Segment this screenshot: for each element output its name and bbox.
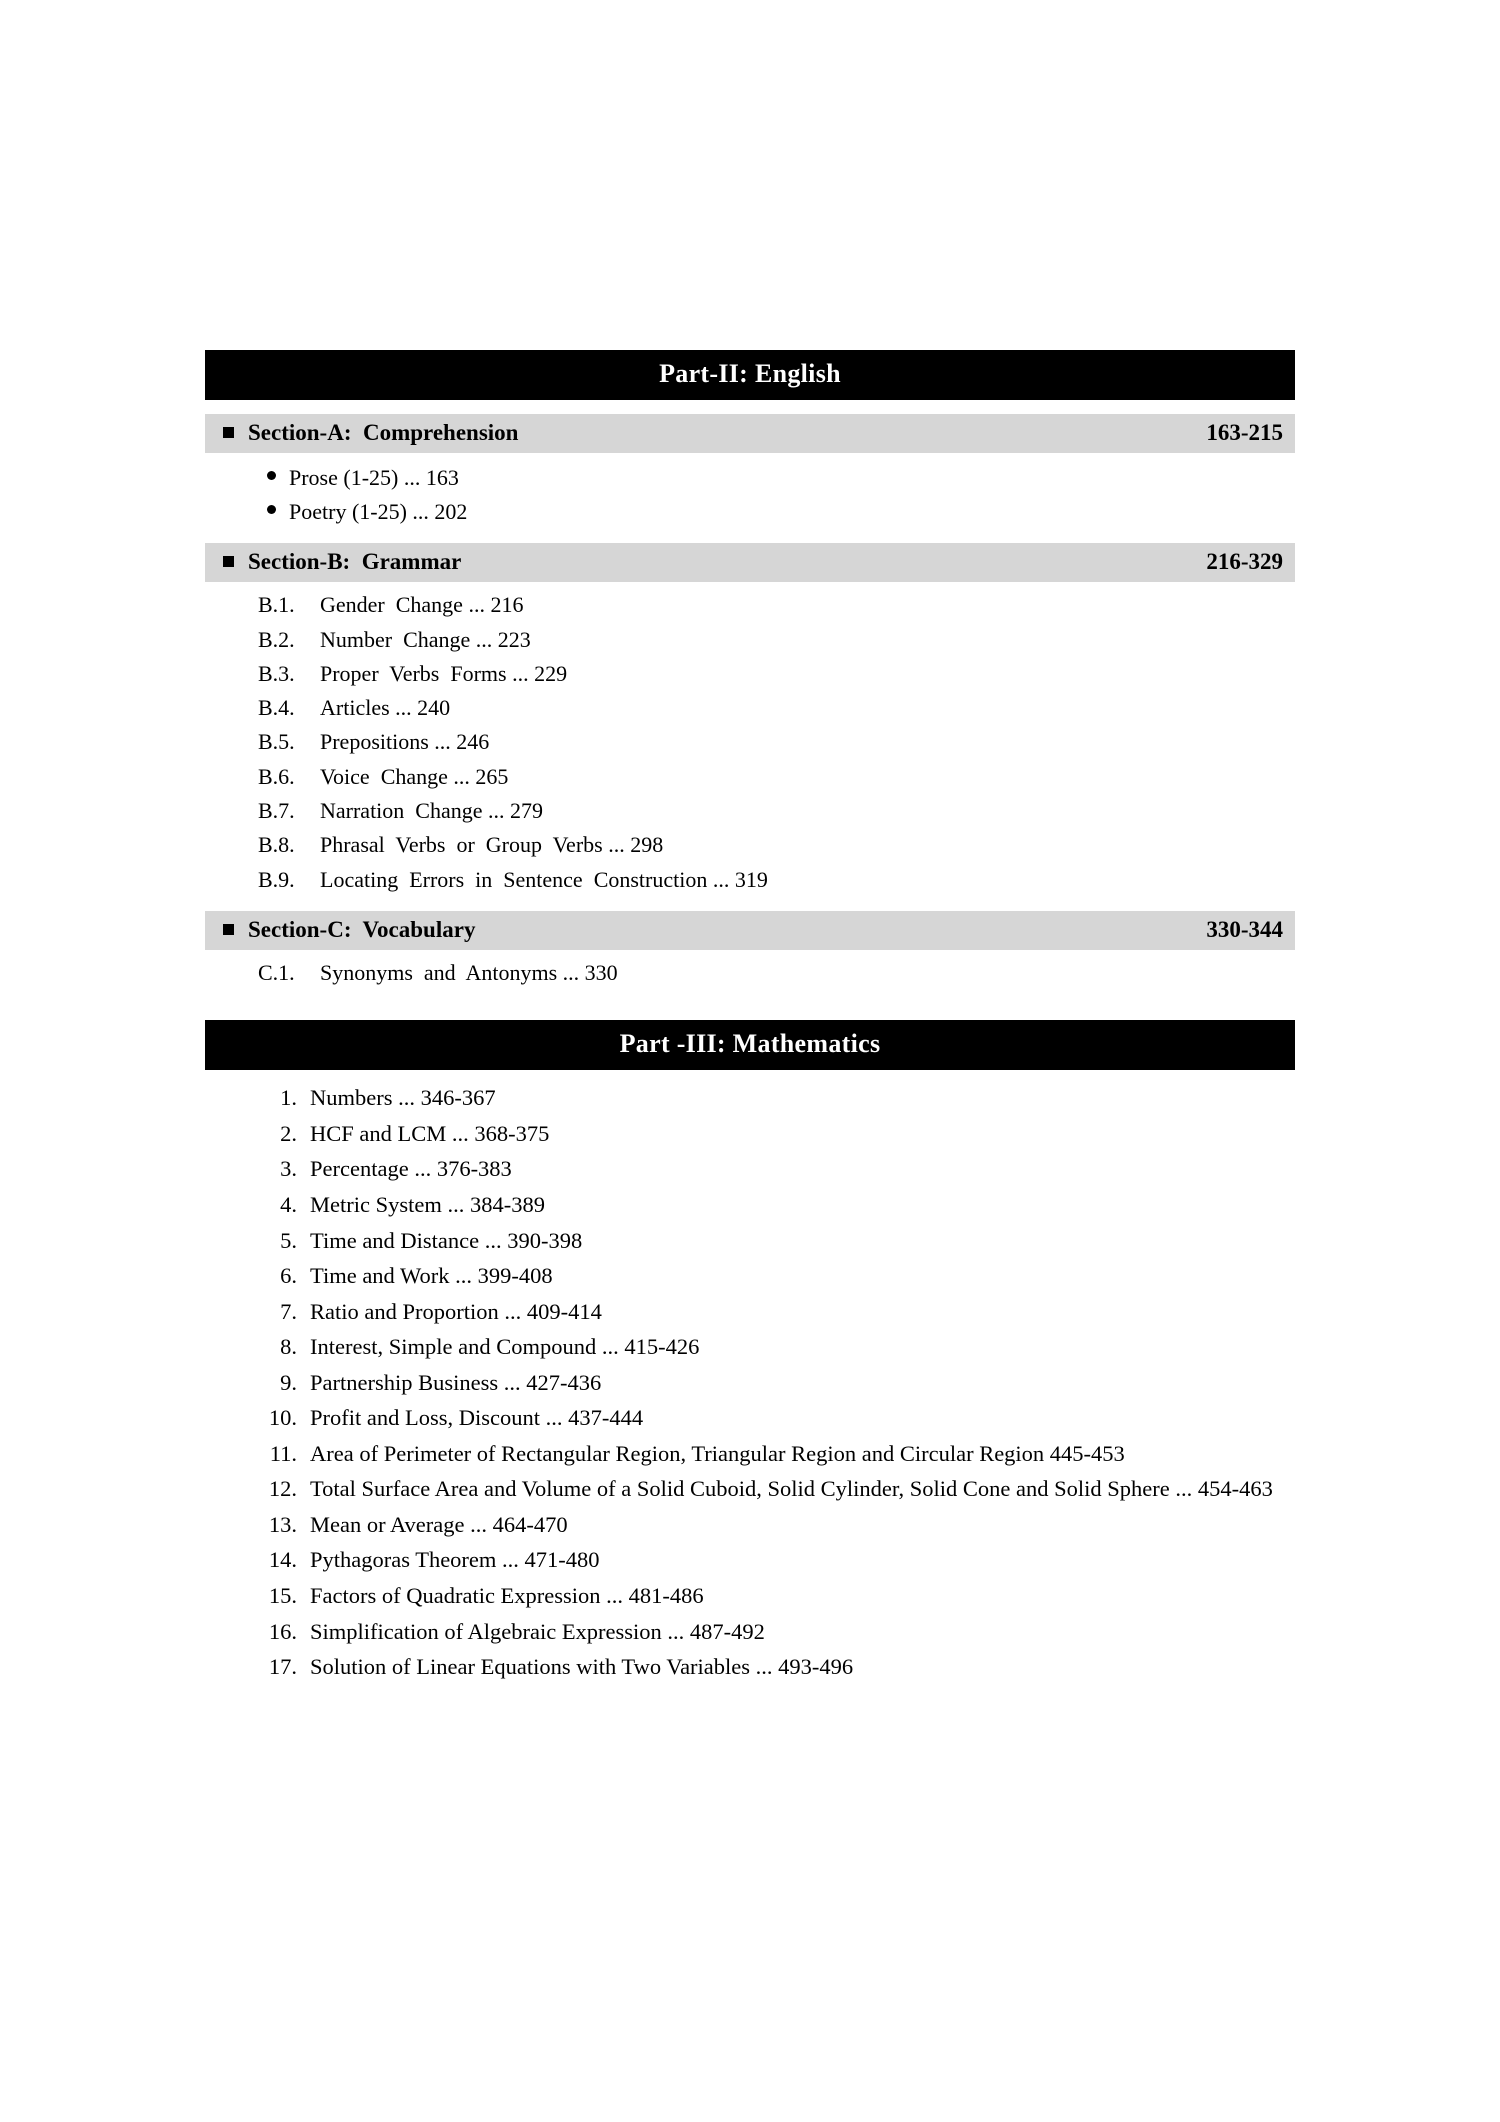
chapter-title: Mean or Average ... 464-470	[310, 1511, 568, 1537]
entry-label: B.7.	[258, 798, 295, 824]
chapter-title: HCF and LCM ... 368-375	[310, 1120, 550, 1146]
chapter-title: Profit and Loss, Discount ... 437-444	[310, 1405, 644, 1431]
chapter-number: 8.	[280, 1334, 297, 1360]
list-item	[205, 1365, 1295, 1401]
chapter-number: 3.	[280, 1156, 297, 1182]
section-title: Section-C: Vocabulary	[248, 917, 476, 942]
list-item	[205, 461, 1295, 495]
section-page-range: 163-215	[1206, 420, 1283, 445]
chapter-number: 7.	[280, 1298, 297, 1324]
list-item	[205, 863, 1295, 897]
chapter-number: 12.	[268, 1476, 297, 1502]
list-item	[205, 760, 1295, 794]
list-item	[205, 794, 1295, 828]
chapter-title: Pythagoras Theorem ... 471-480	[310, 1547, 600, 1573]
entry-text: Prose (1-25) ... 163	[289, 465, 459, 490]
chapter-title: Metric System ... 384-389	[310, 1191, 545, 1217]
list-item	[205, 1258, 1295, 1294]
section-header-vocabulary	[205, 911, 1295, 950]
entry-text: Gender Change ... 216	[320, 592, 524, 618]
list-item	[205, 1578, 1295, 1614]
entry-label: B.3.	[258, 660, 295, 686]
entry-text: Locating Errors in Sentence Construction ... 319	[320, 866, 768, 892]
chapter-title: Partnership Business ... 427-436	[310, 1369, 602, 1395]
part-banner-english: Part-II: English	[205, 350, 1295, 400]
entry-label: B.1.	[258, 592, 295, 618]
entry-text: Poetry (1-25) ... 202	[289, 499, 468, 525]
entry-text: Synonyms and Antonyms ... 330	[320, 960, 618, 985]
chapter-title: Ratio and Proportion ... 409-414	[310, 1298, 602, 1324]
entry-text: Phrasal Verbs or Group Verbs ... 298	[320, 832, 664, 858]
chapter-number: 11.	[269, 1440, 297, 1466]
entry-text: Voice Change ... 265	[320, 763, 509, 789]
list-item	[205, 1507, 1295, 1543]
chapter-title: Factors of Quadratic Expression ... 481-486	[310, 1582, 704, 1608]
entry-label: B.9.	[258, 866, 295, 892]
list-item	[205, 657, 1295, 691]
chapter-number: 17.	[268, 1654, 297, 1680]
chapter-number: 16.	[268, 1618, 297, 1644]
entry-text: Articles ... 240	[320, 695, 451, 721]
section-b-entry-list	[205, 588, 1295, 897]
chapter-title: Time and Work ... 399-408	[310, 1263, 553, 1289]
section-page-range: 216-329	[1206, 549, 1283, 575]
chapter-number: 2.	[280, 1120, 297, 1146]
entry-text: Prepositions ... 246	[320, 729, 490, 755]
entry-label: B.2.	[258, 626, 295, 652]
list-item	[205, 1471, 1295, 1507]
list-item	[205, 1329, 1295, 1365]
list-item	[205, 725, 1295, 759]
chapter-number: 5.	[280, 1227, 297, 1253]
list-item	[205, 691, 1295, 725]
list-item	[205, 1116, 1295, 1152]
chapter-title: Numbers ... 346-367	[310, 1085, 496, 1111]
square-bullet-icon	[223, 556, 234, 567]
chapter-number: 1.	[280, 1085, 297, 1111]
chapter-title: Area of Perimeter of Rectangular Region, Triangular Region and Circular Region 445-453	[310, 1440, 1125, 1466]
chapter-title: Percentage ... 376-383	[310, 1156, 512, 1182]
list-item	[205, 1080, 1295, 1116]
chapter-number: 10.	[268, 1405, 297, 1431]
chapter-title: Interest, Simple and Compound ... 415-426	[310, 1334, 700, 1360]
section-c-entry-list	[205, 956, 1295, 990]
list-item	[205, 1542, 1295, 1578]
section-title: Section-B: Grammar	[248, 549, 462, 575]
list-item	[205, 828, 1295, 862]
section-title: Section-A: Comprehension	[248, 420, 519, 445]
dot-bullet-icon	[267, 471, 276, 480]
list-item	[205, 1436, 1295, 1472]
list-item	[205, 1294, 1295, 1330]
section-page-range: 330-344	[1206, 917, 1283, 942]
chapter-number: 14.	[268, 1547, 297, 1573]
list-item	[205, 956, 1295, 990]
entry-label: C.1.	[258, 960, 295, 985]
chapter-number: 9.	[280, 1369, 297, 1395]
section-a-entry-list	[205, 461, 1295, 529]
list-item	[205, 1151, 1295, 1187]
section-header-grammar	[205, 543, 1295, 582]
dot-bullet-icon	[267, 505, 276, 514]
chapter-title: Time and Distance ... 390-398	[310, 1227, 583, 1253]
list-item	[205, 1400, 1295, 1436]
chapter-number: 4.	[280, 1191, 297, 1217]
list-item	[205, 623, 1295, 657]
chapter-title: Solution of Linear Equations with Two Variables ... 493-496	[310, 1654, 854, 1680]
list-item	[205, 1614, 1295, 1650]
list-item	[205, 1187, 1295, 1223]
chapter-title: Simplification of Algebraic Expression ... 487-492	[310, 1618, 765, 1644]
list-item	[205, 1223, 1295, 1259]
entry-label: B.8.	[258, 832, 295, 858]
mathematics-chapter-list	[205, 1080, 1295, 1684]
square-bullet-icon	[223, 924, 234, 935]
section-header-comprehension	[205, 414, 1295, 453]
list-item	[205, 495, 1295, 529]
chapter-number: 6.	[280, 1263, 297, 1289]
chapter-title: Total Surface Area and Volume of a Solid Cuboid, Solid Cylinder, Solid Cone and Solid Sphere ... 454-463	[310, 1476, 1273, 1502]
list-item	[205, 1649, 1295, 1685]
table-of-contents	[205, 350, 1295, 1685]
entry-text: Number Change ... 223	[320, 626, 531, 652]
list-item	[205, 588, 1295, 622]
entry-text: Proper Verbs Forms ... 229	[320, 660, 568, 686]
entry-label: B.6.	[258, 763, 295, 789]
entry-label: B.5.	[258, 729, 295, 755]
part-banner-mathematics: Part -III: Mathematics	[205, 1020, 1295, 1070]
entry-label: B.4.	[258, 695, 295, 721]
chapter-number: 15.	[268, 1582, 297, 1608]
chapter-number: 13.	[268, 1511, 297, 1537]
entry-text: Narration Change ... 279	[320, 798, 543, 824]
square-bullet-icon	[223, 427, 234, 438]
